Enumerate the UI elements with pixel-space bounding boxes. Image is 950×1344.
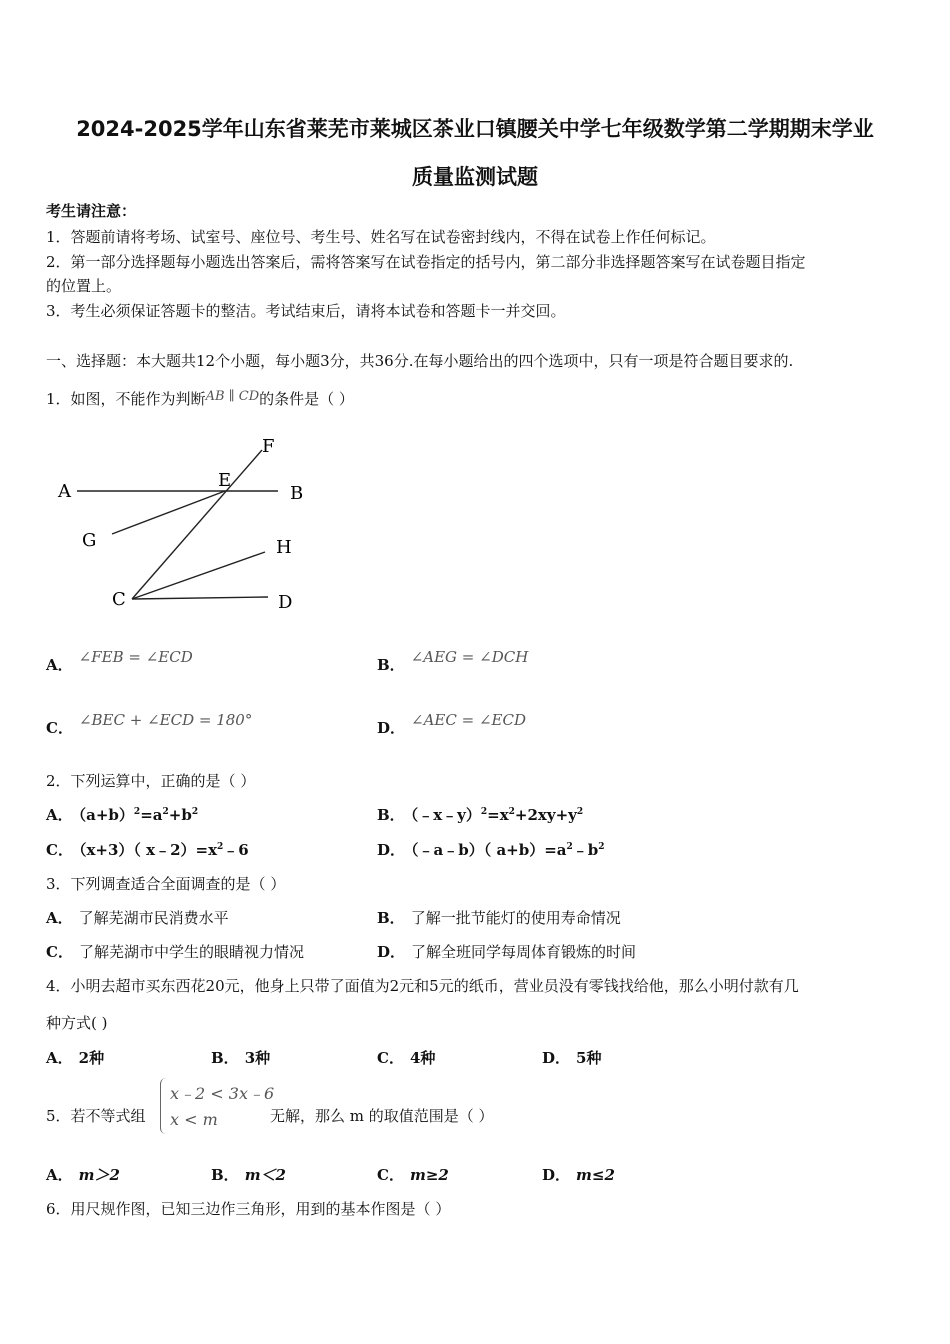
option-math: ∠AEC = ∠ECD: [411, 711, 526, 729]
option-label: B．: [377, 909, 405, 927]
option-text: 2种: [78, 1049, 105, 1067]
option-sup: 2: [133, 807, 141, 817]
option-text: 了解芜湖市民消费水平: [78, 909, 229, 927]
option-label: A．: [46, 1049, 73, 1067]
q5-option-c[interactable]: [377, 1164, 449, 1185]
option-text: 了解一批节能灯的使用寿命情况: [410, 909, 621, 927]
question-2-stem: 2．下列运算中，正确的是（ ）: [46, 772, 256, 790]
q4-option-a[interactable]: [46, 1047, 104, 1068]
brace-icon: [160, 1078, 169, 1134]
option-math: ∠FEB = ∠ECD: [78, 648, 193, 666]
inequality-2: x < m: [170, 1110, 218, 1129]
inequality-system: [160, 1078, 280, 1136]
notice-item-3: 3．考生必须保证答题卡的整洁。考试结束后，请将本试卷和答题卡一并交回。: [46, 302, 566, 320]
q3-option-d[interactable]: [377, 941, 636, 962]
option-label: A．: [46, 806, 73, 824]
option-part: +b: [168, 806, 192, 824]
option-part: （﹣x﹣y）: [410, 806, 481, 824]
option-label: D．: [542, 1166, 571, 1184]
option-text: 4种: [409, 1049, 436, 1067]
option-text: 了解全班同学每周体育锻炼的时间: [411, 943, 637, 961]
notice-item-2-cont: 的位置上。: [46, 277, 122, 295]
label-c: C: [112, 589, 126, 610]
question-1-math: AB ∥ CD: [205, 389, 260, 404]
option-label: C．: [46, 943, 73, 961]
q4-option-d[interactable]: [542, 1047, 601, 1068]
q3-option-a[interactable]: [46, 907, 229, 928]
q5-option-b[interactable]: [211, 1164, 286, 1185]
section-heading: 一、选择题：本大题共12个小题，每小题3分，共36分.在每小题给出的四个选项中，只有一项是符合题目要求的.: [46, 352, 794, 370]
option-text: 5种: [576, 1049, 602, 1067]
option-part: （x+3）（ x﹣2）=x: [78, 841, 218, 859]
q1-option-c[interactable]: [46, 711, 253, 738]
option-label: B．: [377, 806, 405, 824]
q2-option-d[interactable]: [377, 839, 605, 860]
page-title: 2024-2025学年山东省莱芜市莱城区茶业口镇腰关中学七年级数学第二学期期末学业: [76, 117, 874, 141]
label-f: F: [262, 436, 275, 457]
option-sup: 2: [566, 842, 573, 852]
question-number: 1．: [46, 390, 71, 408]
question-5-pre: 5．若不等式组: [46, 1107, 146, 1125]
question-3-stem: 3．下列调查适合全面调查的是（ ）: [46, 875, 286, 893]
option-sup: 2: [162, 807, 169, 817]
label-b: B: [290, 483, 304, 504]
option-label: A．: [46, 656, 73, 674]
option-part: （a+b）: [78, 806, 134, 824]
question-4-stem-cont: 种方式( ): [46, 1014, 108, 1032]
option-sup: 2: [598, 842, 605, 852]
option-label: D．: [377, 841, 406, 859]
option-label: B．: [211, 1049, 239, 1067]
question-4-stem: 4．小明去超市买东西花20元，他身上只带了面值为2元和5元的纸币，营业员没有零钱找给他，那么小明付款有几: [46, 977, 799, 995]
q1-option-b[interactable]: [377, 648, 529, 675]
option-label: D．: [542, 1049, 571, 1067]
q2-option-c[interactable]: [46, 839, 249, 860]
q1-option-d[interactable]: [377, 711, 526, 738]
notice-item-2: 2．第一部分选择题每小题选出答案后，需将答案写在试卷指定的括号内，第二部分非选择题答案写在试卷题目指定: [46, 253, 806, 271]
option-part: ﹣6: [223, 841, 249, 859]
q5-option-d[interactable]: [542, 1164, 615, 1185]
page-title-line2: 质量监测试题: [412, 165, 538, 189]
option-label: C．: [46, 841, 73, 859]
option-label: D．: [377, 719, 406, 737]
option-text: 了解芜湖市中学生的眼睛视力情况: [78, 943, 304, 961]
q2-option-a[interactable]: [46, 804, 198, 825]
q2-option-b[interactable]: [377, 804, 583, 825]
q4-option-b[interactable]: [211, 1047, 270, 1068]
q1-option-a[interactable]: [46, 648, 193, 675]
question-1-pre: 如图，不能作为判断: [70, 390, 206, 408]
question-1-figure: [50, 430, 320, 620]
option-label: B．: [211, 1166, 239, 1184]
option-text: m≤2: [576, 1166, 615, 1184]
option-part: +2xy+y: [514, 806, 577, 824]
question-1-stem: [46, 388, 354, 412]
label-g: G: [82, 530, 97, 551]
q3-option-b[interactable]: [377, 907, 621, 928]
option-part: （﹣a﹣b）（ a+b）=a: [411, 841, 567, 859]
option-label: B．: [377, 656, 405, 674]
option-label: D．: [377, 943, 406, 961]
option-text: 3种: [244, 1049, 271, 1067]
q5-option-a[interactable]: [46, 1164, 120, 1185]
option-sup: 2: [191, 807, 199, 817]
option-math: ∠BEC + ∠ECD = 180°: [78, 711, 253, 729]
option-label: A．: [46, 1166, 73, 1184]
option-sup: 2: [217, 842, 224, 852]
option-text: m＞2: [78, 1166, 120, 1184]
option-sup: 2: [480, 807, 488, 817]
option-text: m＜2: [244, 1166, 286, 1184]
notice-heading: 考生请注意：: [46, 202, 137, 220]
option-label: C．: [377, 1166, 404, 1184]
question-5-post: 无解，那么 m 的取值范围是（ ）: [270, 1107, 494, 1125]
label-a: A: [58, 481, 71, 502]
option-label: A．: [46, 909, 73, 927]
label-e: E: [218, 470, 232, 491]
label-h: H: [276, 537, 292, 558]
option-label: C．: [377, 1049, 404, 1067]
option-text: m≥2: [409, 1166, 449, 1184]
inequality-1: x﹣2 < 3x﹣6: [170, 1084, 275, 1103]
q4-option-c[interactable]: [377, 1047, 435, 1068]
option-part: ﹣b: [572, 841, 599, 859]
question-6-stem: 6．用尺规作图，已知三边作三角形，用到的基本作图是（ ）: [46, 1200, 451, 1218]
option-part: =x: [487, 806, 509, 824]
notice-item-1: 1．答题前请将考场、试室号、座位号、考生号、姓名写在试卷密封线内，不得在试卷上作任何标记。: [46, 228, 716, 246]
question-1-post: 的条件是（ ）: [259, 390, 354, 408]
option-label: C．: [46, 719, 73, 737]
line-cd: [132, 597, 268, 599]
option-math: ∠AEG = ∠DCH: [410, 648, 529, 666]
option-sup: 2: [576, 807, 584, 817]
option-part: =a: [140, 806, 163, 824]
q3-option-c[interactable]: [46, 941, 304, 962]
option-sup: 2: [508, 807, 515, 817]
label-d: D: [278, 592, 293, 613]
